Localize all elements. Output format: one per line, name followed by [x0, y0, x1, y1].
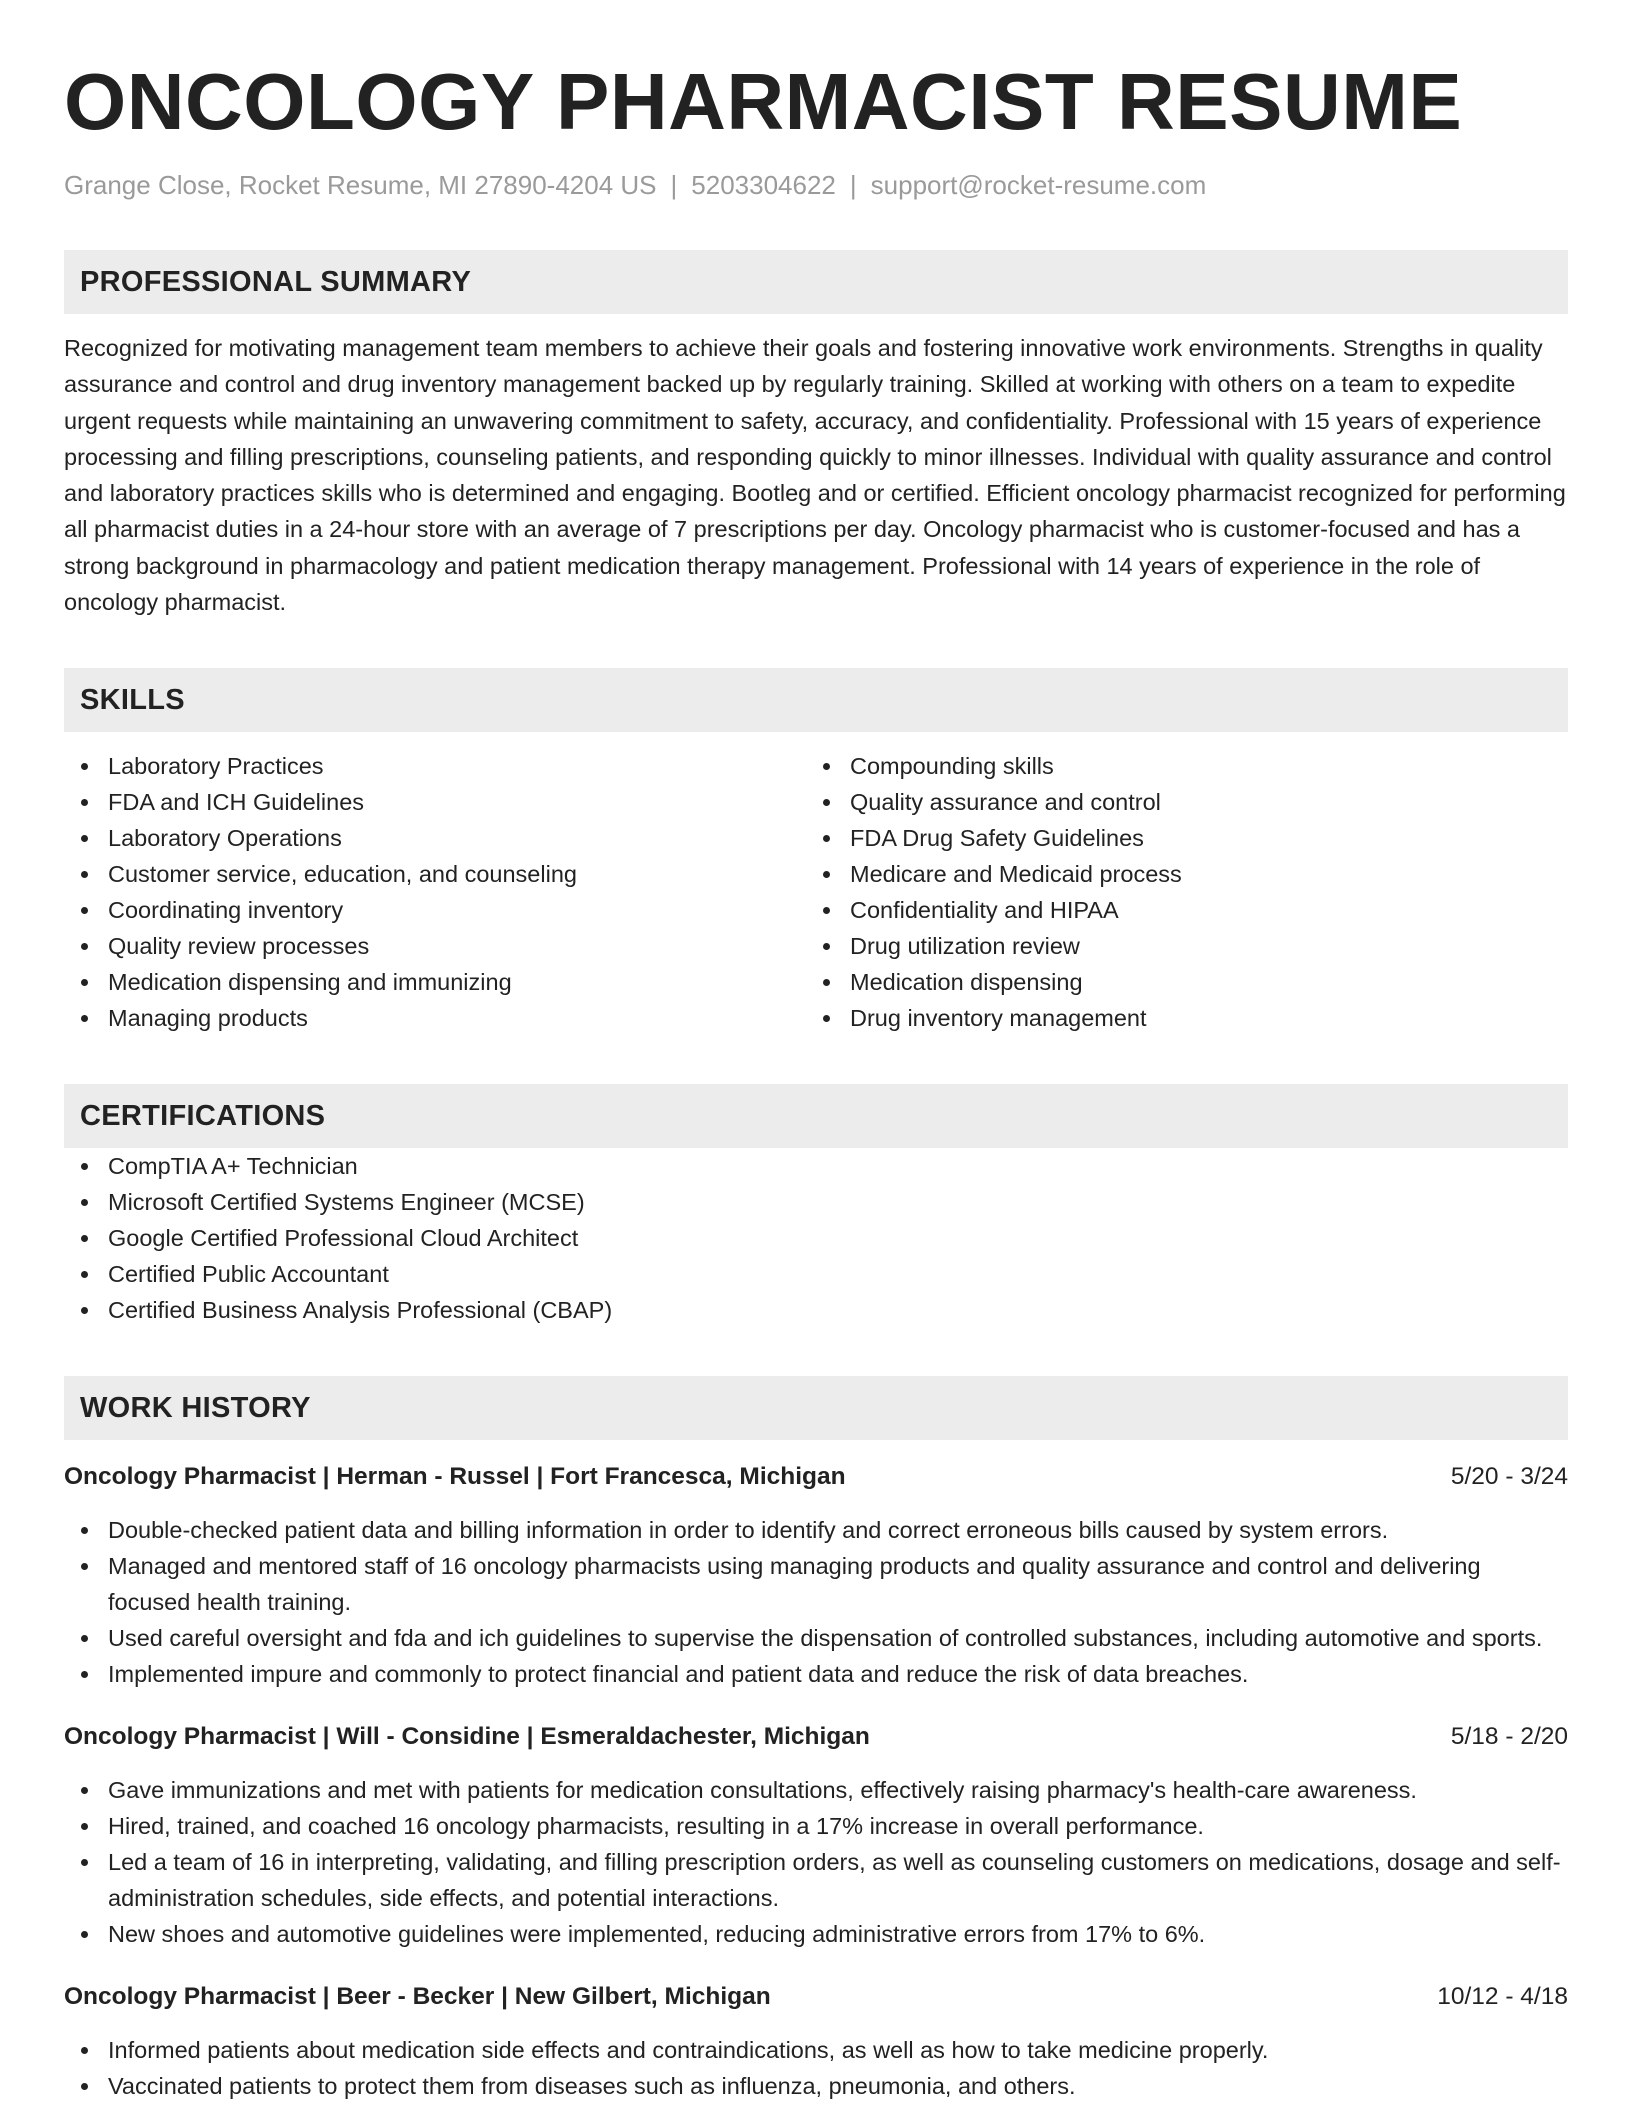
contact-phone: 5203304622 — [691, 170, 836, 200]
job-bullet: Vaccinated patients to protect them from diseases such as influenza, pneumonia, and others. — [64, 2068, 1568, 2104]
certification-item: CompTIA A+ Technician — [64, 1148, 1568, 1184]
skill-item: Laboratory Practices — [64, 748, 806, 784]
contact-line — [64, 168, 1568, 202]
job-entry — [64, 1720, 1568, 1952]
section-heading-certifications: CERTIFICATIONS — [64, 1084, 1568, 1148]
job-title: Oncology Pharmacist | Beer - Becker | New Gilbert, Michigan — [64, 1983, 771, 2011]
job-header — [64, 1980, 1568, 2014]
skills-grid — [64, 748, 1568, 1036]
certification-item: Certified Business Analysis Professional (CBAP) — [64, 1292, 1568, 1328]
job-bullet: Managed and mentored staff of 16 oncology pharmacists using managing products and quality assurance and control and delivering focused health training. — [64, 1548, 1568, 1620]
job-bullet: Gave immunizations and met with patients for medication consultations, effectively raising pharmacy's health-care awareness. — [64, 1772, 1568, 1808]
job-dates: 5/20 - 3/24 — [1450, 1463, 1568, 1491]
job-header — [64, 1460, 1568, 1494]
skill-item: FDA Drug Safety Guidelines — [806, 820, 1548, 856]
contact-email: support@rocket-resume.com — [870, 170, 1207, 200]
certification-item: Google Certified Professional Cloud Architect — [64, 1220, 1568, 1256]
skill-item: Drug utilization review — [806, 928, 1548, 964]
skill-item: Compounding skills — [806, 748, 1548, 784]
skill-item: Medicare and Medicaid process — [806, 856, 1548, 892]
job-bullet: Implemented impure and commonly to protect financial and patient data and reduce the risk of data breaches. — [64, 1656, 1568, 1692]
skill-item: FDA and ICH Guidelines — [64, 784, 806, 820]
job-bullet: Hired, trained, and coached 16 oncology pharmacists, resulting in a 17% increase in overall performance. — [64, 1808, 1568, 1844]
job-dates: 5/18 - 2/20 — [1450, 1723, 1568, 1751]
job-entry — [64, 1460, 1568, 1692]
contact-separator: | — [670, 170, 678, 200]
job-dates: 10/12 - 4/18 — [1437, 1983, 1568, 2011]
skill-item: Confidentiality and HIPAA — [806, 892, 1548, 928]
job-entry — [64, 1980, 1568, 2104]
job-title: Oncology Pharmacist | Will - Considine | Esmeraldachester, Michigan — [64, 1723, 870, 1751]
page-title: ONCOLOGY PHARMACIST RESUME — [64, 57, 1463, 146]
job-bullet: Used careful oversight and fda and ich guidelines to supervise the dispensation of controlled substances, including automotive and sports. — [64, 1620, 1568, 1656]
certifications-list — [64, 1148, 1568, 1328]
skill-item: Managing products — [64, 1000, 806, 1036]
contact-address: Grange Close, Rocket Resume, MI 27890-4204 US — [64, 170, 657, 200]
skills-column-left — [64, 748, 806, 1036]
resume-page — [64, 52, 1568, 2104]
skill-item: Drug inventory management — [806, 1000, 1548, 1036]
skill-item: Quality assurance and control — [806, 784, 1548, 820]
job-bullets — [64, 1512, 1568, 1692]
certification-item: Certified Public Accountant — [64, 1256, 1568, 1292]
skill-item: Customer service, education, and counseling — [64, 856, 806, 892]
section-heading-summary: PROFESSIONAL SUMMARY — [64, 250, 1568, 314]
skills-column-right — [806, 748, 1548, 1036]
skill-item: Laboratory Operations — [64, 820, 806, 856]
job-bullet: New shoes and automotive guidelines were implemented, reducing administrative errors from 17% to 6%. — [64, 1916, 1568, 1952]
skill-item: Medication dispensing and immunizing — [64, 964, 806, 1000]
job-bullet: Informed patients about medication side effects and contraindications, as well as how to take medicine properly. — [64, 2032, 1568, 2068]
job-header — [64, 1720, 1568, 1754]
contact-separator: | — [849, 170, 857, 200]
section-heading-work-history: WORK HISTORY — [64, 1376, 1568, 1440]
job-bullets — [64, 2032, 1568, 2104]
job-bullet: Led a team of 16 in interpreting, validating, and filling prescription orders, as well as counseling customers on medications, dosage and self-administration schedules, side effects, and potential interactions. — [64, 1844, 1568, 1916]
job-bullet: Double-checked patient data and billing information in order to identify and correct erroneous bills caused by system errors. — [64, 1512, 1568, 1548]
job-title: Oncology Pharmacist | Herman - Russel | Fort Francesca, Michigan — [64, 1463, 846, 1491]
skill-item: Coordinating inventory — [64, 892, 806, 928]
skill-item: Quality review processes — [64, 928, 806, 964]
job-bullets — [64, 1772, 1568, 1952]
section-heading-skills: SKILLS — [64, 668, 1568, 732]
summary-text: Recognized for motivating management team members to achieve their goals and fostering innovative work environments. Strengths in quality assurance and control and drug inventory management backed up by regularly training. Skilled at working with others on a team to expedite urgent requests while maintaining an unwavering commitment to safety, accuracy, and confidentiality. Professional with 15 years of experience processing and filling prescriptions, counseling patients, and responding quickly to minor illnesses. Individual with quality assurance and control and laboratory practices skills who is determined and engaging. Bootleg and or certified. Efficient oncology pharmacist recognized for performing all pharmacist duties in a 24-hour store with an average of 7 prescriptions per day. Oncology pharmacist who is customer-focused and has a strong background in pharmacology and patient medication therapy management. Professional with 14 years of experience in the role of oncology pharmacist. — [64, 335, 1566, 616]
certification-item: Microsoft Certified Systems Engineer (MCSE) — [64, 1184, 1568, 1220]
skill-item: Medication dispensing — [806, 964, 1548, 1000]
